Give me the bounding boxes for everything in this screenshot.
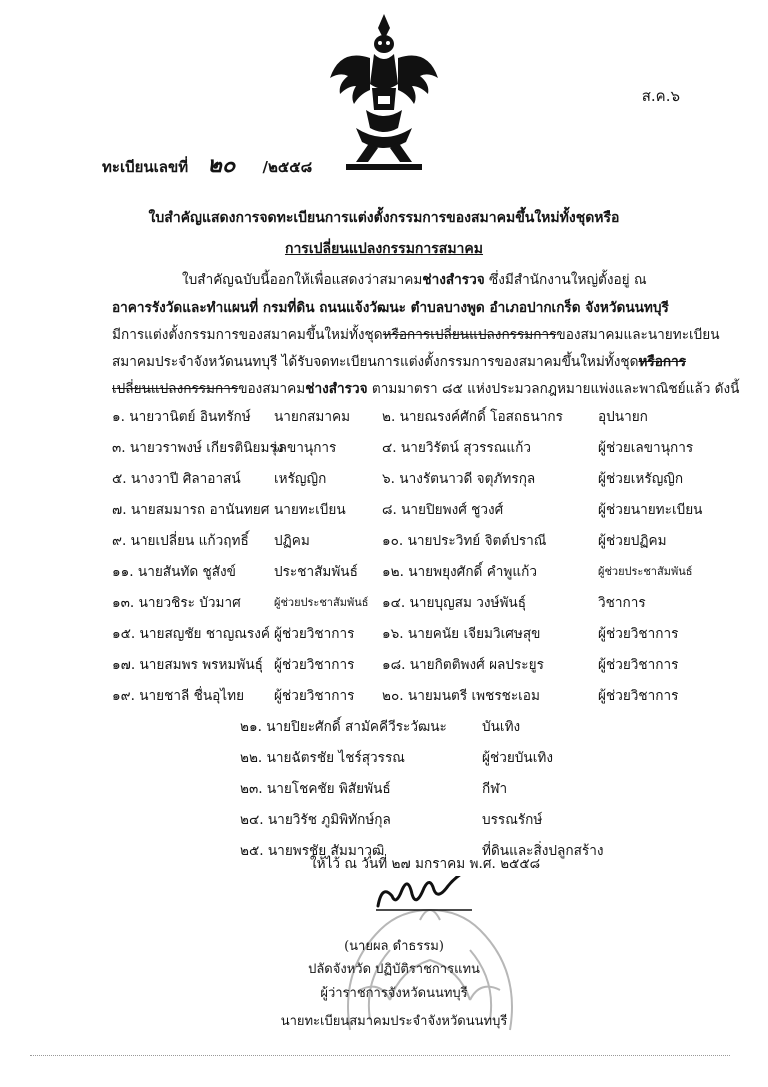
member-position: ผู้ช่วยนายทะเบียน <box>598 502 703 518</box>
member-name: ๑๗. นายสมพร พรหมพันธุ์ <box>112 657 263 673</box>
signer-title-1: ปลัดจังหวัด ปฏิบัติราชการแทน <box>308 962 480 977</box>
body-text: ของสมาคม <box>238 381 306 397</box>
member-position: ที่ดินและสิ่งปลูกสร้าง <box>482 843 604 859</box>
document-title-line-2: การเปลี่ยนแปลงกรรมการสมาคม <box>284 241 484 257</box>
member-position: ปฏิคม <box>274 533 310 549</box>
member-position: บรรณรักษ์ <box>482 812 543 828</box>
member-name: ๑๒. นายพยุงศักดิ์ คำพูแก้ว <box>382 564 538 580</box>
member-position: ประชาสัมพันธ์ <box>274 564 358 580</box>
member-name: ๖. นางรัตนาวดี จตุภัทรกุล <box>382 471 536 487</box>
member-name: ๑๑. นายสันทัด ชูสังข์ <box>112 564 236 580</box>
registration-year: /๒๕๕๘ <box>262 158 313 176</box>
member-position: เหรัญญิก <box>274 471 327 487</box>
body-text: มีการแต่งตั้งกรรมการของสมาคมขึ้นใหม่ทั้งชุด <box>112 327 383 343</box>
member-name: ๔. นายวิรัตน์ สุวรรณแก้ว <box>382 440 531 456</box>
member-name: ๒๓. นายโชคชัย พิสัยพันธ์ <box>240 781 391 797</box>
association-name: ช่างสำรวจ <box>305 381 368 397</box>
signer-name: (นายผล ดำธรรม) <box>344 939 444 954</box>
member-position: ผู้ช่วยวิชาการ <box>598 626 679 642</box>
body-text: ซึ่งมีสำนักงานใหญ่ตั้งอยู่ ณ <box>484 272 647 288</box>
member-position: ผู้ช่วยวิชาการ <box>598 657 679 673</box>
member-name: ๑๖. นายคนัย เจียมวิเศษสุข <box>382 626 541 642</box>
member-name: ๑๐. นายประวิทย์ จิตต์ปราณี <box>382 533 547 549</box>
member-position: ผู้ช่วยประชาสัมพันธ์ <box>598 565 693 578</box>
registration-line <box>102 147 312 182</box>
member-position: นายกสมาคม <box>274 409 351 425</box>
member-position: ผู้ช่วยประชาสัมพันธ์ <box>274 596 369 609</box>
member-name: ๑. นายวานิตย์ อินทรักษ์ <box>112 409 251 425</box>
member-name: ๑๔. นายบุญสม วงษ์พันธุ์ <box>382 595 527 611</box>
body-text: สมาคมประจำจังหวัดนนทบุรี ได้รับจดทะเบียนการแต่งตั้งกรรมการของสมาคมขึ้นใหม่ทั้งชุด <box>112 354 639 370</box>
member-position: ผู้ช่วยวิชาการ <box>598 688 679 704</box>
body-text: ของสมาคมและนายทะเบียน <box>556 327 720 343</box>
member-position: ผู้ช่วยวิชาการ <box>274 657 355 673</box>
member-name: ๘. นายปิยพงศ์ ชูวงศ์ <box>382 502 504 518</box>
body-text: ใบสำคัญฉบับนี้ออกให้เพื่อแสดงว่าสมาคม <box>182 272 423 288</box>
member-name: ๑๘. นายกิตติพงศ์ ผลประยูร <box>382 657 544 673</box>
form-code: ส.ค.๖ <box>641 87 680 105</box>
member-name: ๒๒. นายฉัตรชัย ไชร์สุวรรณ <box>240 750 405 766</box>
member-position: กีฬา <box>482 781 508 797</box>
body-line-3 <box>112 323 720 345</box>
registration-label: ทะเบียนเลขที่ <box>102 158 189 176</box>
body-line-5 <box>112 377 739 399</box>
member-position: ผู้ช่วยบันเทิง <box>482 750 553 766</box>
struck-text: หรือการ <box>638 354 687 370</box>
dated-line: ให้ไว้ ณ วันที่ ๒๗ มกราคม พ.ศ. ๒๕๕๘ <box>310 856 541 872</box>
body-line-2: อาคารรังวัดและทำแผนที่ กรมที่ดิน ถนนแจ้งวัฒนะ ตำบลบางพูด อำเภอปากเกร็ด จังหวัดนนทบุรี <box>112 300 669 316</box>
member-name: ๙. นายเปลี่ยน แก้วฤทธิ์ <box>112 533 249 549</box>
member-position: ผู้ช่วยปฏิคม <box>598 533 667 549</box>
member-position: ผู้ช่วยวิชาการ <box>274 626 355 642</box>
member-name: ๒๔. นายวิรัช ภูมิพิทักษ์กุล <box>240 812 391 828</box>
member-name: ๒๕. นายพรชัย สัมมาวุฒิ <box>240 843 385 859</box>
registration-number: ๒๐ <box>207 153 236 178</box>
member-position: ผู้ช่วยเลขานุการ <box>598 440 694 456</box>
struck-text: เปลี่ยนแปลงกรรมการ <box>112 381 239 397</box>
member-position: ผู้ช่วยเหรัญญิก <box>598 471 684 487</box>
member-position: อุปนายก <box>598 409 648 425</box>
member-name: ๑๓. นายวชิระ บัวมาศ <box>112 595 241 611</box>
garuda-emblem-icon <box>326 10 442 180</box>
bottom-divider <box>30 1055 730 1056</box>
signature-icon <box>372 876 482 916</box>
member-name: ๒๐. นายมนตรี เพชรชะเอม <box>382 688 540 704</box>
member-position: เลขานุการ <box>274 440 337 456</box>
association-name: ช่างสำรวจ <box>422 272 485 288</box>
member-position: บันเทิง <box>482 719 521 735</box>
body-line-4 <box>112 350 686 372</box>
member-position: นายทะเบียน <box>274 502 346 518</box>
document-title-line-1: ใบสำคัญแสดงการจดทะเบียนการแต่งตั้งกรรมการของสมาคมขึ้นใหม่ทั้งชุดหรือ <box>148 210 620 226</box>
signer-title-2: ผู้ว่าราชการจังหวัดนนทบุรี <box>320 986 468 1001</box>
body-text: ตามมาตรา ๘๕ แห่งประมวลกฎหมายแพ่งและพาณิชย์แล้ว ดังนี้ <box>367 381 740 397</box>
member-name: ๕. นางวาปี ศิลาอาสน์ <box>112 471 241 487</box>
member-position: วิชาการ <box>598 595 646 611</box>
member-name: ๒. นายณรงค์ศักดิ์ โอสถธนากร <box>382 409 563 425</box>
member-name: ๒๑. นายปิยะศักดิ์ สามัคคีวีระวัฒนะ <box>240 719 447 735</box>
body-line-1 <box>182 268 647 290</box>
signer-title-3: นายทะเบียนสมาคมประจำจังหวัดนนทบุรี <box>280 1014 508 1029</box>
member-name: ๓. นายวราพงษ์ เกียรตินิยมรุ่ง <box>112 440 284 456</box>
member-name: ๑๙. นายชาลี ชื่นอุไทย <box>112 688 245 704</box>
member-position: ผู้ช่วยวิชาการ <box>274 688 355 704</box>
struck-text: หรือการเปลี่ยนแปลงกรรมการ <box>382 327 557 343</box>
member-name: ๑๕. นายสญชัย ชาญณรงค์ <box>112 626 270 642</box>
member-name: ๗. นายสมมารถ อานันทยศ <box>112 502 270 518</box>
